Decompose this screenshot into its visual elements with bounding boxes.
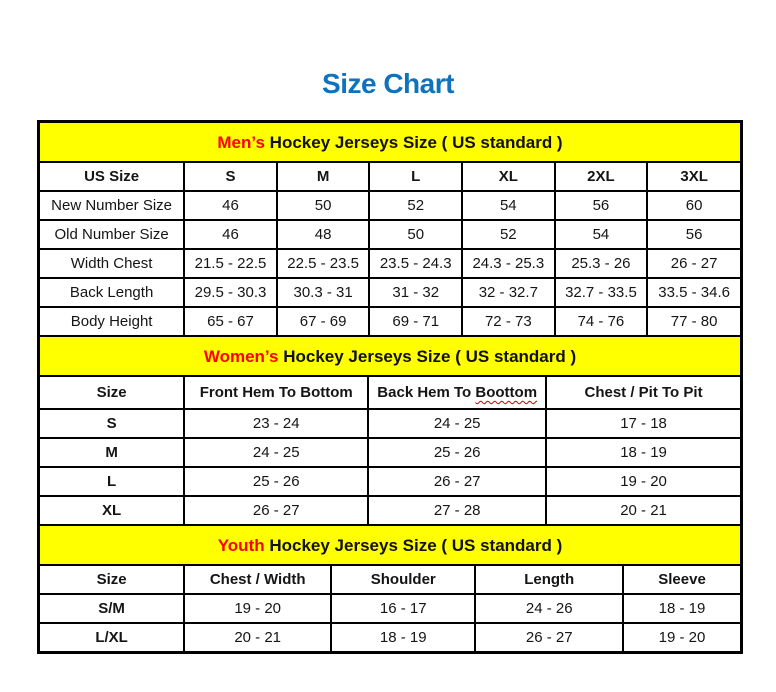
data-cell: 26 - 27 — [475, 623, 623, 651]
mens-header-row — [40, 163, 740, 191]
mens-header-cell: 3XL — [647, 163, 740, 191]
data-cell: 24 - 26 — [475, 594, 623, 623]
data-cell: 30.3 - 31 — [277, 278, 370, 307]
womens-header-cell: Chest / Pit To Pit — [546, 377, 740, 409]
data-cell: 56 — [647, 220, 740, 249]
data-cell: 48 — [277, 220, 370, 249]
row-label: L/XL — [40, 623, 184, 651]
data-cell: 26 - 27 — [647, 249, 740, 278]
data-cell: 74 - 76 — [555, 307, 648, 335]
table-row — [40, 220, 740, 249]
womens-band-rest: Hockey Jerseys Size ( US standard ) — [283, 347, 577, 366]
data-cell: 23 - 24 — [184, 409, 368, 438]
data-cell: 26 - 27 — [368, 467, 546, 496]
mens-section-band — [40, 123, 740, 163]
mens-header-cell: L — [369, 163, 462, 191]
row-label: L — [40, 467, 184, 496]
row-label: Old Number Size — [40, 220, 184, 249]
data-cell: 67 - 69 — [277, 307, 370, 335]
data-cell: 19 - 20 — [623, 623, 740, 651]
data-cell: 46 — [184, 191, 277, 220]
data-cell: 54 — [555, 220, 648, 249]
data-cell: 50 — [369, 220, 462, 249]
data-cell: 72 - 73 — [462, 307, 555, 335]
data-cell: 17 - 18 — [546, 409, 740, 438]
womens-size-table — [40, 377, 740, 524]
data-cell: 54 — [462, 191, 555, 220]
data-cell: 26 - 27 — [184, 496, 368, 524]
mens-size-table — [40, 163, 740, 335]
misspelled-word: Boottom — [475, 384, 538, 401]
mens-header-cell: 2XL — [555, 163, 648, 191]
youth-band-highlight: Youth — [217, 536, 265, 555]
row-label: S/M — [40, 594, 184, 623]
row-label: M — [40, 438, 184, 467]
data-cell: 18 - 19 — [331, 623, 475, 651]
data-cell: 60 — [647, 191, 740, 220]
data-cell: 29.5 - 30.3 — [184, 278, 277, 307]
mens-band-rest: Hockey Jerseys Size ( US standard ) — [269, 133, 563, 152]
row-label: Back Length — [40, 278, 184, 307]
data-cell: 24 - 25 — [368, 409, 546, 438]
row-label: Body Height — [40, 307, 184, 335]
mens-header-cell: S — [184, 163, 277, 191]
data-cell: 18 - 19 — [623, 594, 740, 623]
data-cell: 25.3 - 26 — [555, 249, 648, 278]
data-cell: 32.7 - 33.5 — [555, 278, 648, 307]
data-cell: 77 - 80 — [647, 307, 740, 335]
womens-header-cell: Front Hem To Bottom — [184, 377, 368, 409]
data-cell: 24 - 25 — [184, 438, 368, 467]
table-row — [40, 467, 740, 496]
data-cell: 22.5 - 23.5 — [277, 249, 370, 278]
mens-header-cell: US Size — [40, 163, 184, 191]
data-cell: 27 - 28 — [368, 496, 546, 524]
data-cell: 52 — [462, 220, 555, 249]
youth-header-cell: Length — [475, 566, 623, 594]
youth-header-cell: Size — [40, 566, 184, 594]
data-cell: 25 - 26 — [368, 438, 546, 467]
data-cell: 50 — [277, 191, 370, 220]
data-cell: 56 — [555, 191, 648, 220]
youth-band-rest: Hockey Jerseys Size ( US standard ) — [269, 536, 563, 555]
womens-header-row — [40, 377, 740, 409]
row-label: Width Chest — [40, 249, 184, 278]
page-title: Size Chart — [322, 68, 454, 99]
youth-section-band — [40, 524, 740, 566]
row-label: New Number Size — [40, 191, 184, 220]
table-row — [40, 623, 740, 651]
table-row — [40, 249, 740, 278]
data-cell: 32 - 32.7 — [462, 278, 555, 307]
data-cell: 25 - 26 — [184, 467, 368, 496]
womens-band-highlight: Women’s — [203, 347, 279, 366]
womens-section-band — [40, 335, 740, 377]
data-cell: 24.3 - 25.3 — [462, 249, 555, 278]
mens-header-cell: M — [277, 163, 370, 191]
womens-header-cell: Size — [40, 377, 184, 409]
mens-band-highlight: Men’s — [217, 133, 265, 152]
data-cell: 19 - 20 — [184, 594, 331, 623]
data-cell: 19 - 20 — [546, 467, 740, 496]
data-cell: 20 - 21 — [184, 623, 331, 651]
size-chart — [37, 120, 743, 654]
data-cell: 21.5 - 22.5 — [184, 249, 277, 278]
mens-header-cell: XL — [462, 163, 555, 191]
data-cell: 52 — [369, 191, 462, 220]
youth-header-cell: Sleeve — [623, 566, 740, 594]
data-cell: 18 - 19 — [546, 438, 740, 467]
table-row — [40, 438, 740, 467]
data-cell: 33.5 - 34.6 — [647, 278, 740, 307]
row-label: S — [40, 409, 184, 438]
data-cell: 65 - 67 — [184, 307, 277, 335]
data-cell: 16 - 17 — [331, 594, 475, 623]
data-cell: 46 — [184, 220, 277, 249]
table-row — [40, 496, 740, 524]
table-row — [40, 191, 740, 220]
row-label: XL — [40, 496, 184, 524]
table-row — [40, 409, 740, 438]
womens-header-cell: Back Hem To Boottom — [368, 377, 546, 409]
data-cell: 69 - 71 — [369, 307, 462, 335]
table-row — [40, 307, 740, 335]
youth-header-row — [40, 566, 740, 594]
youth-size-table — [40, 566, 740, 651]
table-row — [40, 594, 740, 623]
table-row — [40, 278, 740, 307]
data-cell: 31 - 32 — [369, 278, 462, 307]
youth-header-cell: Shoulder — [331, 566, 475, 594]
youth-header-cell: Chest / Width — [184, 566, 331, 594]
data-cell: 23.5 - 24.3 — [369, 249, 462, 278]
data-cell: 20 - 21 — [546, 496, 740, 524]
